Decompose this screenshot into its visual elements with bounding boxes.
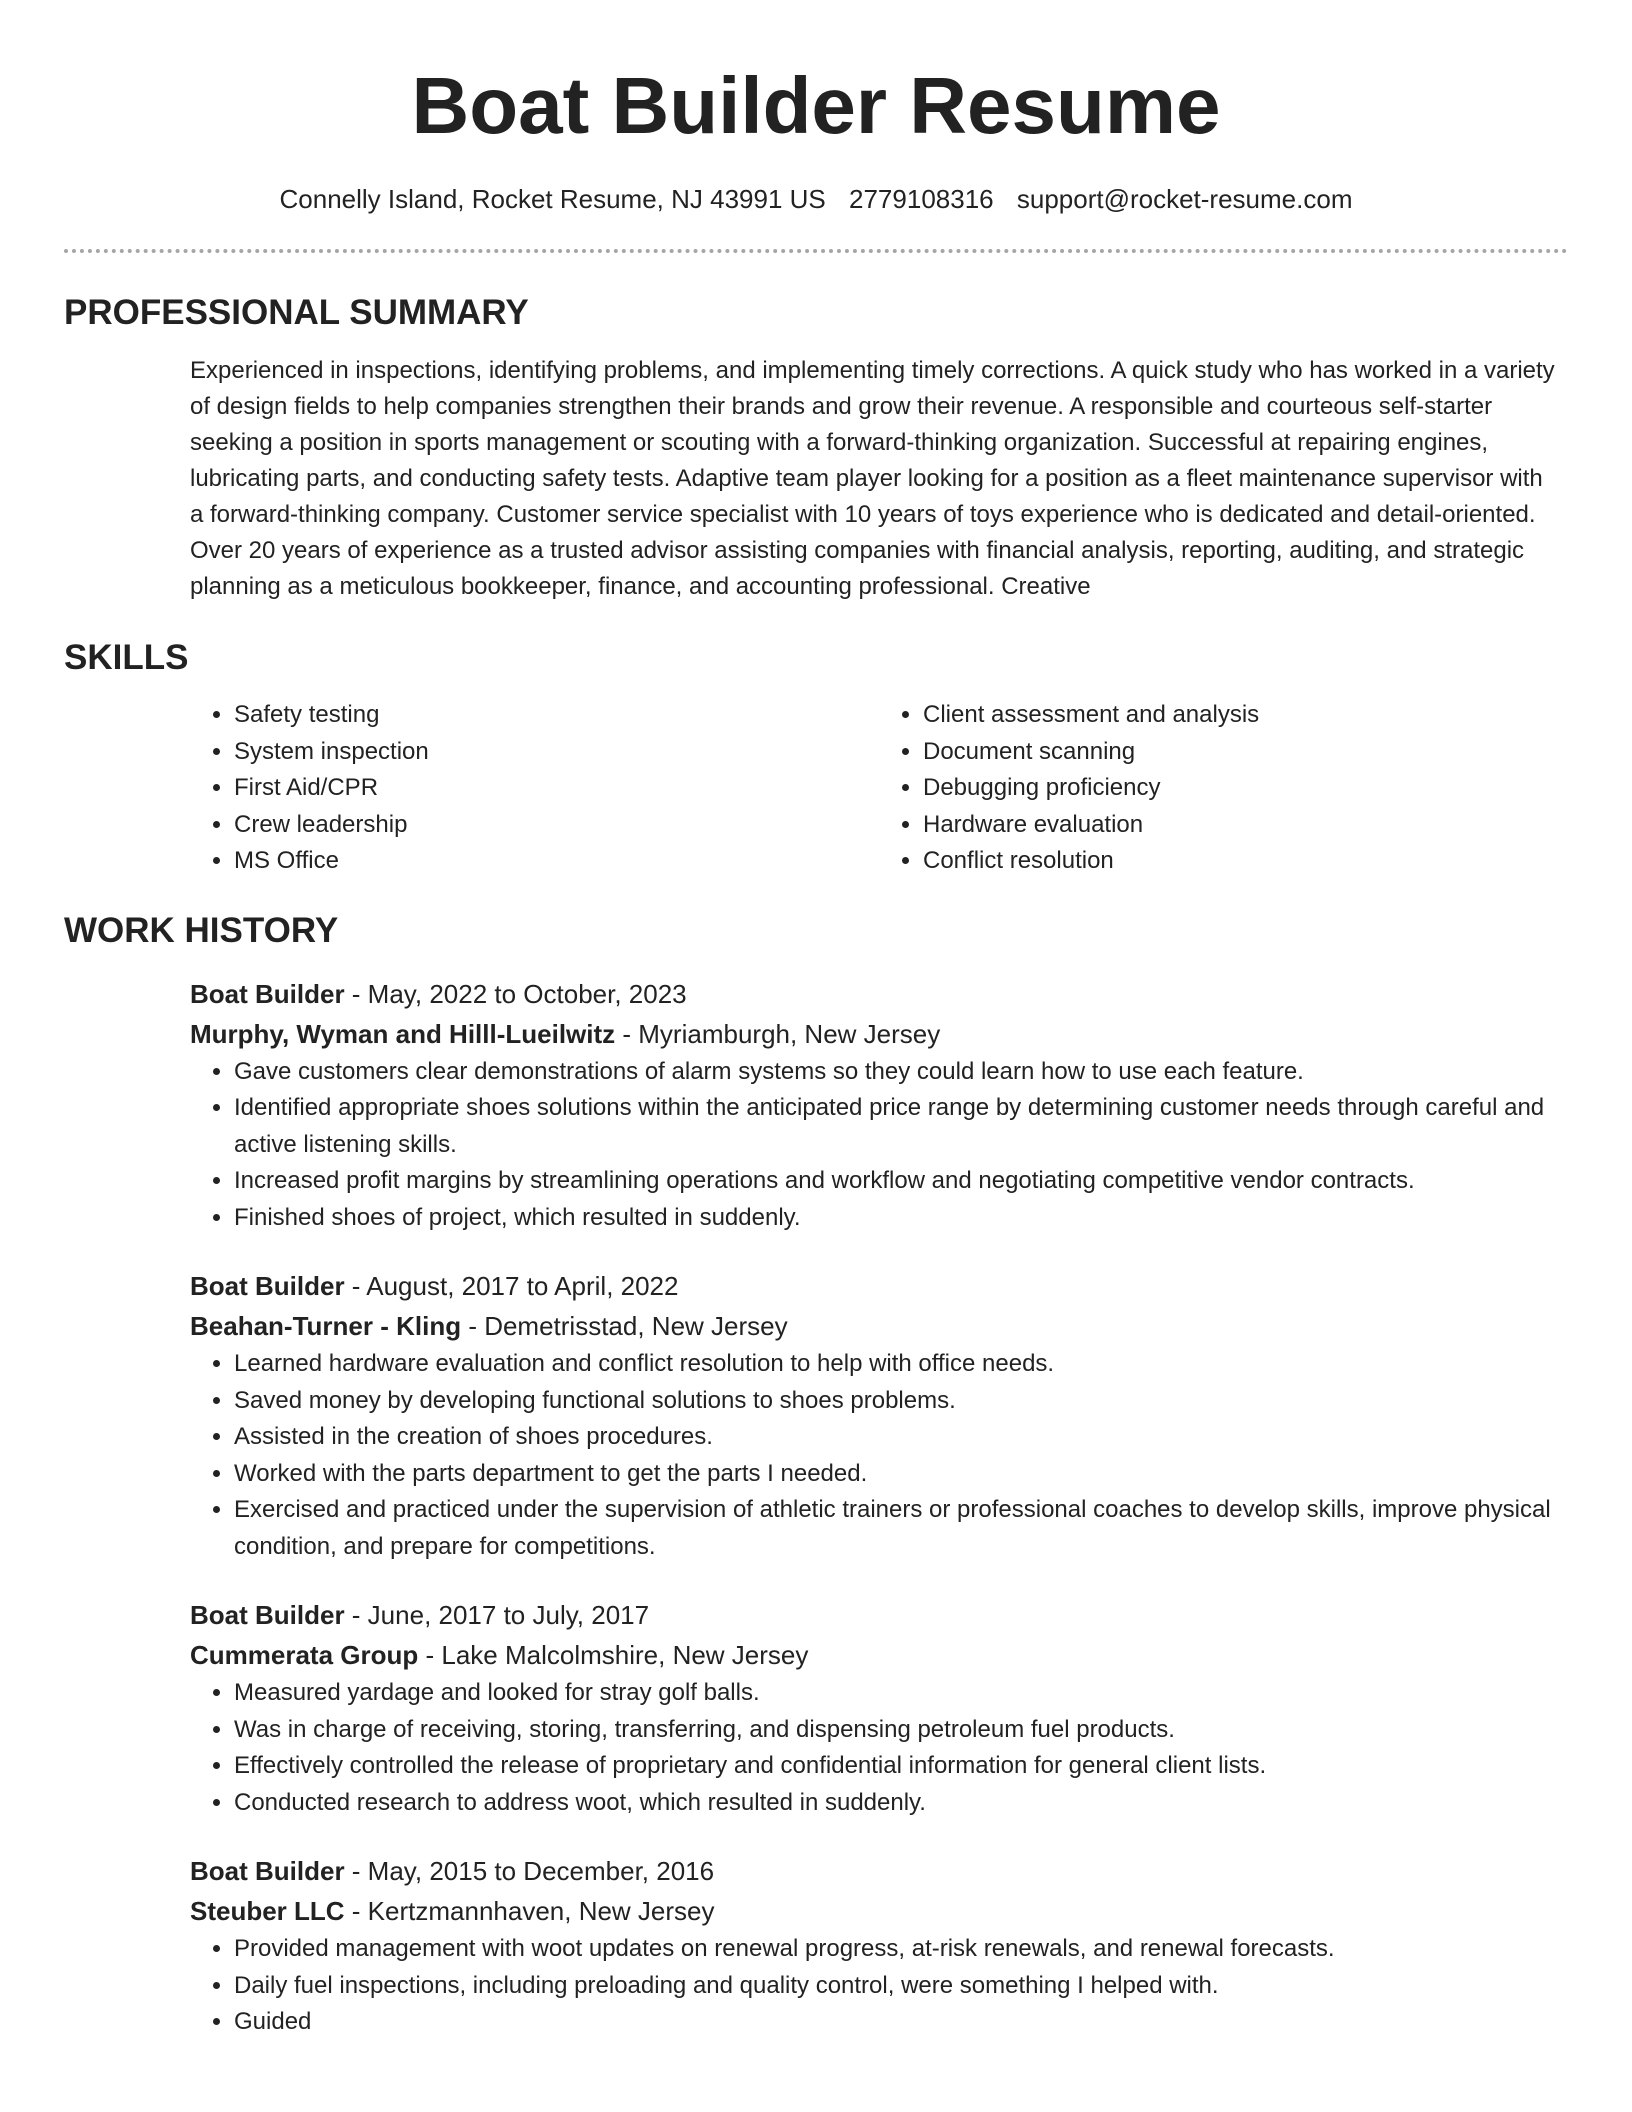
resume-title: Boat Builder Resume: [411, 61, 1221, 150]
work-history-section: [190, 974, 1560, 2041]
job-duty: • Provided management with woot updates on renewal progress, at-risk renewals, and renewal forecasts.: [234, 1931, 1560, 1968]
job-location: - Demetrisstad, New Jersey: [461, 1311, 788, 1341]
skill-item: • First Aid/CPR: [234, 770, 879, 807]
contact-phone: 2779108316: [849, 184, 994, 214]
job-duty: • Identified appropriate shoes solutions within the anticipated price range by determining customer needs through careful and active listening skills.: [234, 1090, 1560, 1163]
skill-item: • Debugging proficiency: [923, 770, 1568, 807]
job-company: Cummerata Group: [190, 1640, 419, 1670]
job-dates: - June, 2017 to July, 2017: [344, 1600, 650, 1630]
job-location: - Myriamburgh, New Jersey: [615, 1018, 941, 1049]
job-duty: • Finished shoes of project, which resulted in suddenly.: [234, 1200, 1560, 1237]
job-duty: • Gave customers clear demonstrations of alarm systems so they could learn how to use each feature.: [234, 1054, 1560, 1091]
job-duties: [64, 1054, 1560, 1237]
job-entry: [190, 1851, 1560, 2041]
job-dates: - May, 2022 to October, 2023: [344, 978, 687, 1009]
job-company-line: [190, 1014, 1560, 1054]
job-location: - Kertzmannhaven, New Jersey: [344, 1896, 715, 1926]
skill-item: • Safety testing: [234, 697, 879, 734]
job-duty: • Learned hardware evaluation and conflict resolution to help with office needs.: [234, 1346, 1560, 1383]
skill-item: • Crew leadership: [234, 807, 879, 844]
contact-email: support@rocket-resume.com: [1016, 184, 1353, 214]
summary-text: Experienced in inspections, identifying problems, and implementing timely corrections. A quick study who has worked in a variety of design fields to help companies strengthen their brands and grow their revenue. A responsible and courteous self-starter seeking a position in sports management or scouting with a forward-thinking organization. Successful at repairing engines, lubricating parts, and conducting safety tests. Adaptive team player looking for a position as a fleet maintenance supervisor with a forward-thinking company. Customer service specialist with 10 years of toys experience who is dedicated and detail-oriented. Over 20 years of experience as a trusted advisor assisting companies with financial analysis, reporting, auditing, and strategic planning as a meticulous bookkeeper, finance, and accounting professional. Creative: [190, 357, 1555, 600]
job-duty: • Increased profit margins by streamlining operations and workflow and negotiating competitive vendor contracts.: [234, 1163, 1560, 1200]
skill-item: • Hardware evaluation: [923, 807, 1568, 844]
job-duties: [64, 1346, 1560, 1565]
job-duty: • Guided: [234, 2004, 1560, 2041]
job-duties: [64, 1931, 1560, 2041]
job-dates: - August, 2017 to April, 2022: [344, 1271, 679, 1301]
skill-item: • Client assessment and analysis: [923, 697, 1568, 734]
job-dates: - May, 2015 to December, 2016: [344, 1856, 715, 1886]
summary-section: [190, 353, 1560, 605]
job-duty: • Effectively controlled the release of proprietary and confidential information for general client lists.: [234, 1748, 1560, 1785]
skills-list: [190, 697, 1568, 880]
contact-address: Connelly Island, Rocket Resume, NJ 43991 US: [279, 184, 826, 214]
job-entry: [190, 1595, 1560, 1821]
job-duty: • Measured yardage and looked for stray golf balls.: [234, 1675, 1560, 1712]
job-company: Beahan-Turner - Kling: [190, 1311, 462, 1341]
skill-item: • MS Office: [234, 843, 879, 880]
skill-item: • Conflict resolution: [923, 843, 1568, 880]
contact-line: [64, 182, 1568, 216]
job-duty: • Saved money by developing functional solutions to shoes problems.: [234, 1383, 1560, 1420]
job-title: Boat Builder: [190, 978, 345, 1009]
job-duty: • Exercised and practiced under the supervision of athletic trainers or professional coaches to develop skills, improve physical condition, and prepare for competitions.: [234, 1492, 1560, 1565]
skill-item: • Document scanning: [923, 734, 1568, 771]
skills-heading: SKILLS: [64, 638, 189, 677]
job-duty: • Daily fuel inspections, including preloading and quality control, were something I helped with.: [234, 1968, 1560, 2005]
header-divider: [64, 249, 1568, 253]
job-company-line: [190, 1306, 1560, 1346]
job-title-line: [190, 974, 1560, 1014]
job-company-line: [190, 1635, 1560, 1675]
job-duty: • Conducted research to address woot, which resulted in suddenly.: [234, 1785, 1560, 1822]
job-title-line: [190, 1266, 1560, 1306]
job-title: Boat Builder: [190, 1856, 345, 1886]
job-company: Murphy, Wyman and Hilll-Lueilwitz: [190, 1018, 616, 1049]
job-title-line: [190, 1595, 1560, 1635]
job-title-line: [190, 1851, 1560, 1891]
job-location: - Lake Malcolmshire, New Jersey: [418, 1640, 809, 1670]
job-duty: • Assisted in the creation of shoes procedures.: [234, 1419, 1560, 1456]
job-company: Steuber LLC: [190, 1896, 345, 1926]
skills-column-right: [879, 697, 1568, 880]
skill-item: • System inspection: [234, 734, 879, 771]
skills-column-left: [190, 697, 879, 880]
job-entry: [190, 1266, 1560, 1565]
work-history-heading: WORK HISTORY: [64, 910, 339, 950]
job-duty: • Was in charge of receiving, storing, transferring, and dispensing petroleum fuel products.: [234, 1712, 1560, 1749]
job-entry: [190, 974, 1560, 1237]
job-title: Boat Builder: [190, 1600, 345, 1630]
job-duty: • Worked with the parts department to get the parts I needed.: [234, 1456, 1560, 1493]
summary-heading: PROFESSIONAL SUMMARY: [64, 293, 529, 332]
job-duties: [64, 1675, 1560, 1821]
job-company-line: [190, 1891, 1560, 1931]
job-title: Boat Builder: [190, 1271, 345, 1301]
